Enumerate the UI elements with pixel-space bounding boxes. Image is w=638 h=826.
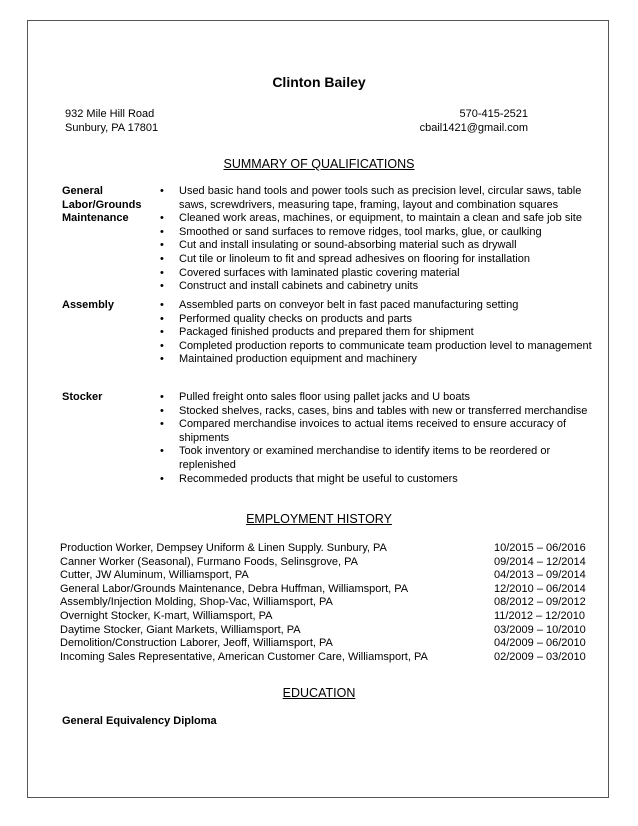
list-item: • Construct and install cabinets and cabinetry units: [157, 280, 607, 294]
contact-phone: 570-415-2521: [459, 108, 528, 120]
bullet-list: [157, 391, 607, 486]
category-title: Assembly: [62, 299, 114, 311]
category-title: Stocker: [62, 391, 103, 403]
bullet-list: [157, 185, 607, 294]
list-item: • Used basic hand tools and power tools such as precision level, circular saws, table saws, screwdrivers, measuring tape, framing, layout and combination squares: [157, 185, 607, 212]
list-item: • Stocked shelves, racks, cases, bins and tables with new or transferred merchandise: [157, 405, 607, 419]
job-title: Production Worker, Dempsey Uniform & Linen Supply. Sunbury, PA: [60, 542, 387, 554]
job-dates: 02/2009 – 03/2010: [494, 650, 586, 663]
job-title: Daytime Stocker, Giant Markets, Williamsport, PA: [60, 623, 301, 636]
list-item: • Pulled freight onto sales floor using pallet jacks and U boats: [157, 391, 607, 405]
job-dates: 03/2009 – 10/2010: [494, 623, 586, 636]
resume-name: Clinton Bailey: [272, 74, 366, 90]
list-item: • Maintained production equipment and machinery: [157, 353, 607, 367]
list-item: • Took inventory or examined merchandise to identify items to be reordered or replenished: [157, 445, 607, 472]
job-dates: 04/2009 – 06/2010: [494, 637, 586, 650]
list-item: • Cleaned work areas, machines, or equipment, to maintain a clean and safe job site: [157, 212, 607, 226]
contact-city: Sunbury, PA 17801: [65, 122, 159, 134]
education-heading: EDUCATION: [282, 686, 356, 700]
contact-email: cbail1421@gmail.com: [419, 122, 528, 134]
list-item: • Cut tile or linoleum to fit and spread adhesives on flooring for installation: [157, 253, 607, 267]
job-dates: 04/2013 – 09/2014: [494, 569, 586, 582]
list-item: • Assembled parts on conveyor belt in fast paced manufacturing setting: [157, 299, 607, 313]
summary-heading: SUMMARY OF QUALIFICATIONS: [223, 157, 415, 171]
job-dates: 10/2015 – 06/2016: [494, 542, 586, 554]
job-title: Cutter, JW Aluminum, Williamsport, PA: [60, 569, 249, 582]
list-item: • Packaged finished products and prepared them for shipment: [157, 326, 607, 340]
job-dates: 11/2012 – 12/2010: [494, 610, 585, 622]
job-dates: 12/2010 – 06/2014: [494, 582, 586, 595]
job-dates: 08/2012 – 09/2012: [494, 596, 586, 609]
job-title: Assembly/Injection Molding, Shop-Vac, Williamsport, PA: [60, 596, 333, 609]
bullet-list: [157, 299, 607, 367]
employment-heading: EMPLOYMENT HISTORY: [246, 512, 392, 526]
job-dates: 09/2014 – 12/2014: [494, 555, 586, 568]
list-item: • Recommeded products that might be useful to customers: [157, 473, 607, 487]
list-item: • Covered surfaces with laminated plastic covering material: [157, 267, 607, 281]
job-title: Incoming Sales Representative, American Customer Care, Williamsport, PA: [60, 650, 428, 663]
job-title: Overnight Stocker, K-mart, Williamsport, PA: [60, 610, 273, 622]
education-degree: General Equivalency Diploma: [62, 715, 217, 727]
list-item: • Cut and install insulating or sound-absorbing material such as drywall: [157, 239, 607, 253]
list-item: • Performed quality checks on products and parts: [157, 313, 607, 327]
list-item: • Compared merchandise invoices to actual items received to ensure accuracy of shipments: [157, 418, 607, 445]
list-item: • Smoothed or sand surfaces to remove ridges, tool marks, glue, or caulking: [157, 226, 607, 240]
category-title: General Labor/Grounds Maintenance: [62, 185, 142, 225]
list-item: • Completed production reports to communicate team production level to management: [157, 340, 607, 354]
contact-street: 932 Mile Hill Road: [65, 108, 155, 120]
job-title: Demolition/Construction Laborer, Jeoff, Williamsport, PA: [60, 637, 333, 650]
job-title: General Labor/Grounds Maintenance, Debra Huffman, Williamsport, PA: [60, 582, 409, 595]
job-title: Canner Worker (Seasonal), Furmano Foods, Selinsgrove, PA: [60, 555, 358, 568]
